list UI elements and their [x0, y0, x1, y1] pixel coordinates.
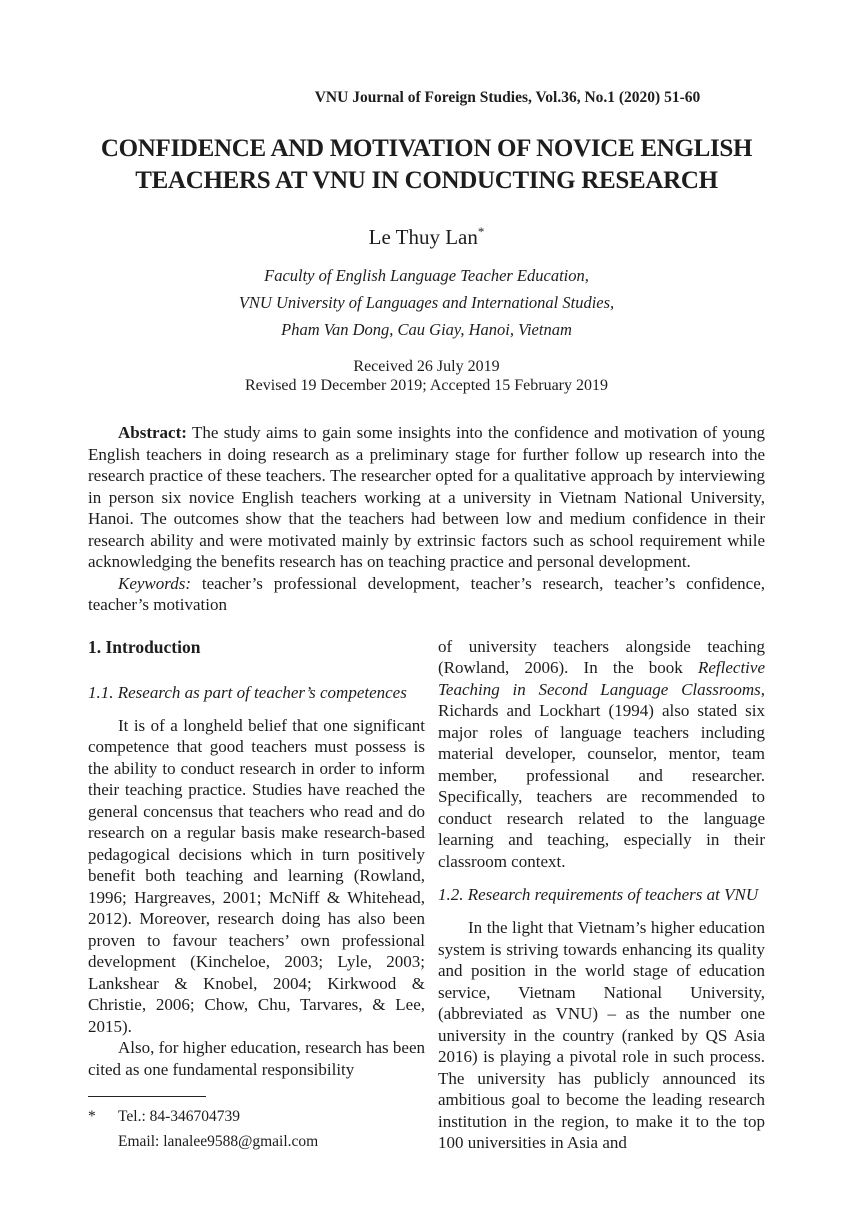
paragraph-text-pre: of university teachers alongside teaching (Rowland, 2006). In the book: [438, 636, 765, 677]
keywords-text: teacher’s professional development, teacher’s research, teacher’s confidence, teacher’s motivation: [88, 573, 765, 614]
author-line: [88, 219, 765, 250]
body-paragraph-higher-education: Also, for higher education, research has been cited as one fundamental responsibility: [88, 1038, 425, 1079]
book-title: Reflective Teaching in Second Language Classrooms: [438, 658, 765, 699]
footnote-tel: Tel.: 84-346704739: [118, 1107, 241, 1125]
right-column: [438, 636, 765, 1154]
body-paragraph-competence: It is of a longheld belief that one significant competence that good teachers must possess is the ability to conduct research in order to inform their teaching practice. Studies have reached the general concensus that teachers who read and do research on a regular basis make research-based pedagogical decisions which in turn positively benefit both teaching and learning (Rowland, 1996; Hargreaves, 2001; McNiff & Whitehead, 2012). Moreover, research doing has also been proven to favour teachers’ own professional development (Kincheloe, 2003; Lyle, 2003; Lankshear & Knobel, 2004; Kirkwood & Christie, 2006; Chow, Chu, Tarvares, & Lee, 2015).: [88, 715, 425, 1036]
affiliation-line-2: VNU University of Languages and International Studies,: [238, 293, 615, 312]
footnote-tel-line: [88, 1104, 425, 1129]
footnote-marker: *: [88, 1107, 96, 1125]
article-title-line2: TEACHERS AT VNU IN CONDUCTING RESEARCH: [135, 167, 718, 194]
affiliation-block: [88, 262, 765, 343]
footnote-email: Email: lanalee9588@gmail.com: [118, 1132, 319, 1150]
abstract-label: Abstract:: [118, 423, 187, 442]
body-paragraph-vnu: In the light that Vietnam’s higher education system is striving towards enhancing its quality and position in the world stage of education service, Vietnam National University, (abbreviated as VNU) – as the number one university in the country (ranked by QS Asia 2016) is playing a pivotal role in such process. The university has publicly announced its ambitious goal to become the leading research institution in the region, to make it to the top 100 universities in Asia and: [438, 918, 765, 1152]
subsection-1-1-heading: 1.1. Research as part of teacher’s competences: [88, 682, 407, 702]
keywords-paragraph: [88, 573, 765, 616]
affiliation-line-1: Faculty of English Language Teacher Education,: [264, 266, 589, 285]
revised-accepted-date: Revised 19 December 2019; Accepted 15 February 2019: [244, 377, 608, 394]
footnote-rule: [88, 1096, 206, 1097]
left-column: [88, 636, 425, 1154]
author-name: Le Thuy Lan: [368, 225, 478, 249]
two-column-body: [88, 636, 765, 1154]
abstract-text: The study aims to gain some insights into the confidence and motivation of young English teachers in doing research as a preliminary stage for further follow up research into the research practice of these teachers. The researcher opted for a qualitative approach by interviewing in person six novice English teachers working at a university in Vietnam National University, Hanoi. The outcomes show that the teachers had between low and medium confidence in their research ability and were motivated mainly by extrinsic factors such as school requirement while acknowledging the benefits research has on teaching practice and personal development.: [88, 423, 765, 571]
footnote-email-line: [88, 1129, 425, 1154]
affiliation-line-3: Pham Van Dong, Cau Giay, Hanoi, Vietnam: [281, 320, 572, 339]
section-1-heading: 1. Introduction: [88, 636, 201, 657]
abstract-paragraph: [88, 422, 765, 573]
paragraph-text-post: , Richards and Lockhart (1994) also stated six major roles of language teachers including material developer, counselor, mentor, team member, professional and researcher. Specifically, teachers are recommended to conduct research related to the language learning and teaching, especially in their classroom context.: [438, 679, 765, 871]
body-paragraph-teacher-roles: [438, 636, 765, 873]
keywords-label: Keywords:: [118, 573, 192, 593]
article-title: [88, 133, 765, 197]
received-date: Received 26 July 2019: [353, 358, 500, 375]
subsection-1-2-heading: 1.2. Research requirements of teachers at VNU: [438, 885, 759, 904]
author-footnote-mark: *: [477, 224, 485, 239]
journal-header: VNU Journal of Foreign Studies, Vol.36, No.1 (2020) 51-60: [314, 89, 701, 106]
footnote-block: [88, 1096, 425, 1154]
submission-dates: [88, 357, 765, 395]
article-title-line1: CONFIDENCE AND MOTIVATION OF NOVICE ENGLISH: [100, 135, 753, 162]
